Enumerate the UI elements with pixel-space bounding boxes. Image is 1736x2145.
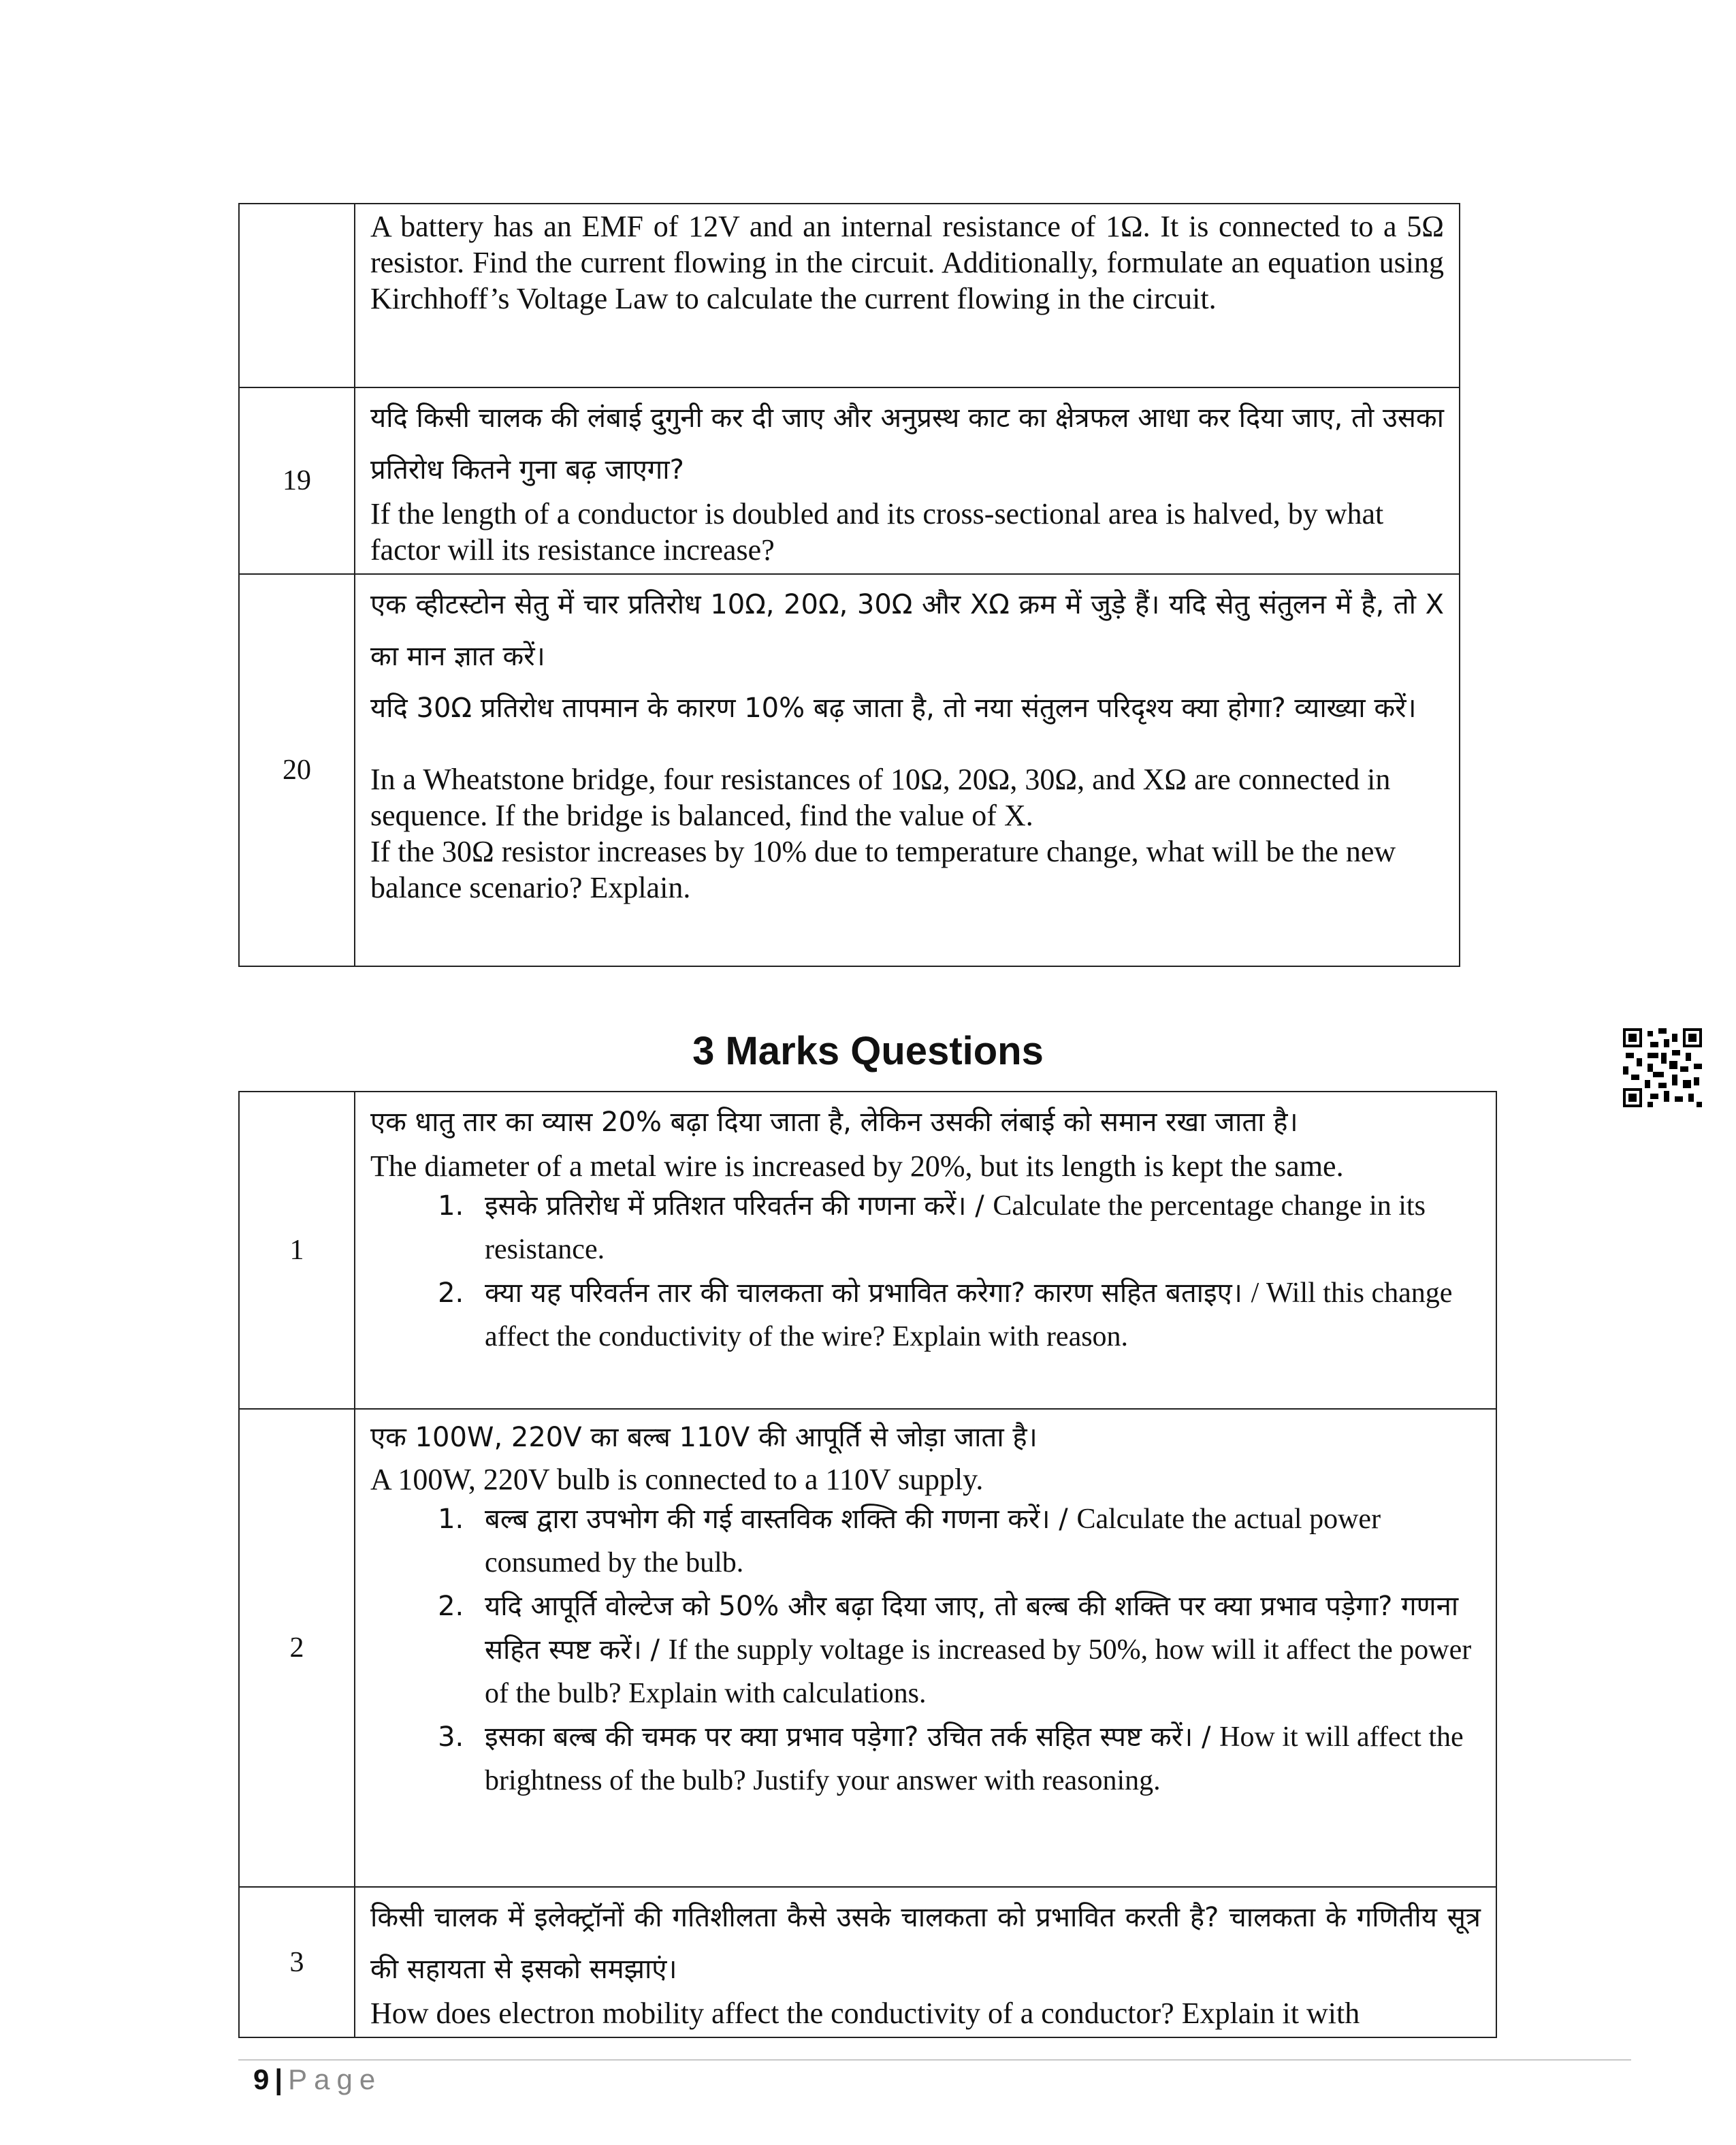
question-text-en: A 100W, 220V bulb is connected to a 110V supply. [370,1463,984,1496]
table-row [239,1887,1496,2037]
question-text-en: How does electron mobility affect the conductivity of a conductor? Explain it with [370,1997,1360,2030]
section-title: 3 Marks Questions [692,1029,1044,1073]
question-number: 20 [239,574,355,966]
question-text-hi: एक व्हीटस्टोन सेतु में चार प्रतिरोध 10Ω, 20Ω, 30Ω और XΩ क्रम में जुड़े हैं। यदि सेतु संतुलन में है, तो X का मान ज्ञात करें। [370,589,1444,672]
list-item [472,1585,1481,1715]
question-text-hi: एक 100W, 220V का बल्ब 110V की आपूर्ति से जोड़ा जाता है। [370,1422,1038,1453]
page-label: Page [288,2063,383,2095]
sub-question-en: Calculate the percentage change in its resistance. [485,1190,1426,1265]
list-item [472,1497,1481,1585]
sub-question-hi: इसके प्रतिरोध में प्रतिशत परिवर्तन की गणना करें। / [485,1190,984,1222]
question-text-hi: यदि 30Ω प्रतिरोध तापमान के कारण 10% बढ़ जाता है, तो नया संतुलन परिदृश्य क्या होगा? व्याख्या करें। [370,693,1417,724]
table-row [239,204,1460,387]
sub-question-en: Calculate the actual power consumed by the bulb. [485,1504,1381,1578]
sub-question-list [370,1497,1481,1802]
questions-table-top [238,203,1460,967]
footer-separator: | [274,2063,283,2095]
question-text-hi: एक धातु तार का व्यास 20% बढ़ा दिया जाता है, लेकिन उसकी लंबाई को समान रखा जाता है। [370,1107,1298,1138]
sub-question-hi: इसका बल्ब की चमक पर क्या प्रभाव पड़ेगा? उचित तर्क सहित स्पष्ट करें। / [485,1721,1211,1753]
question-text-hi: किसी चालक में इलेक्ट्रॉनों की गतिशीलता कैसे उसके चालकता को प्रभावित करती है? चालकता के गणितीय सूत्र की सहायता से इसको समझाएं। [370,1902,1481,1985]
sub-question-hi: क्या यह परिवर्तन तार की चालकता को प्रभावित करेगा? कारण सहित बताइए। [485,1277,1242,1309]
table-row [239,1092,1496,1409]
question-text-en: If the length of a conductor is doubled and its cross-sectional area is halved, by what factor will its resistance increase? [370,497,1384,567]
question-number: 19 [239,387,355,574]
question-number: 3 [239,1887,355,2037]
table-row [239,387,1460,574]
question-number: 2 [239,1409,355,1887]
table-row [239,1409,1496,1887]
question-text-en: A battery has an EMF of 12V and an internal resistance of 1Ω. It is connected to a 5Ω resistor. Find the current flowing in the circuit. Additionally, formulate an equation using Kirchhoff’s Voltage Law to calculate the current flowing in the circuit. [370,210,1444,315]
question-text-hi: यदि किसी चालक की लंबाई दुगुनी कर दी जाए और अनुप्रस्थ काट का क्षेत्रफल आधा कर दिया जाए, तो उसका प्रतिरोध कितने गुना बढ़ जाएगा? [370,402,1444,486]
question-text-en: In a Wheatstone bridge, four resistances of 10Ω, 20Ω, 30Ω, and XΩ are connected in sequence. If the bridge is balanced, find the value of X. [370,763,1391,832]
list-item [472,1271,1481,1358]
sub-question-hi: बल्ब द्वारा उपभोग की गई वास्तविक शक्ति की गणना करें। / [485,1504,1068,1535]
sub-question-hi: यदि आपूर्ति वोल्टेज को 50% और बढ़ा दिया जाए, तो बल्ब की शक्ति पर क्या प्रभाव पड़ेगा? गणना सहित स्पष्ट करें। / [485,1591,1459,1666]
list-item [472,1184,1481,1271]
page-number: 9 [253,2063,270,2095]
sub-question-en: How it will affect the brightness of the bulb? Justify your answer with reasoning. [485,1721,1464,1796]
questions-table-bottom [238,1091,1497,2038]
list-item [472,1715,1481,1802]
sub-question-list [370,1184,1481,1358]
sub-question-en: / Will this change affect the conductivity of the wire? Explain with reason. [485,1277,1453,1352]
sub-question-en: If the supply voltage is increased by 50%, how will it affect the power of the bulb? Explain with calculations. [485,1634,1472,1709]
question-text-en: If the 30Ω resistor increases by 10% due to temperature change, what will be the new balance scenario? Explain. [370,835,1396,904]
question-number: 1 [239,1092,355,1409]
question-number [239,204,355,387]
table-row [239,574,1460,966]
qr-code-icon [1623,1028,1702,1107]
question-text-en: The diameter of a metal wire is increased by 20%, but its length is kept the same. [370,1149,1344,1183]
footer-divider [238,2059,1631,2061]
page-footer [253,2063,382,2096]
